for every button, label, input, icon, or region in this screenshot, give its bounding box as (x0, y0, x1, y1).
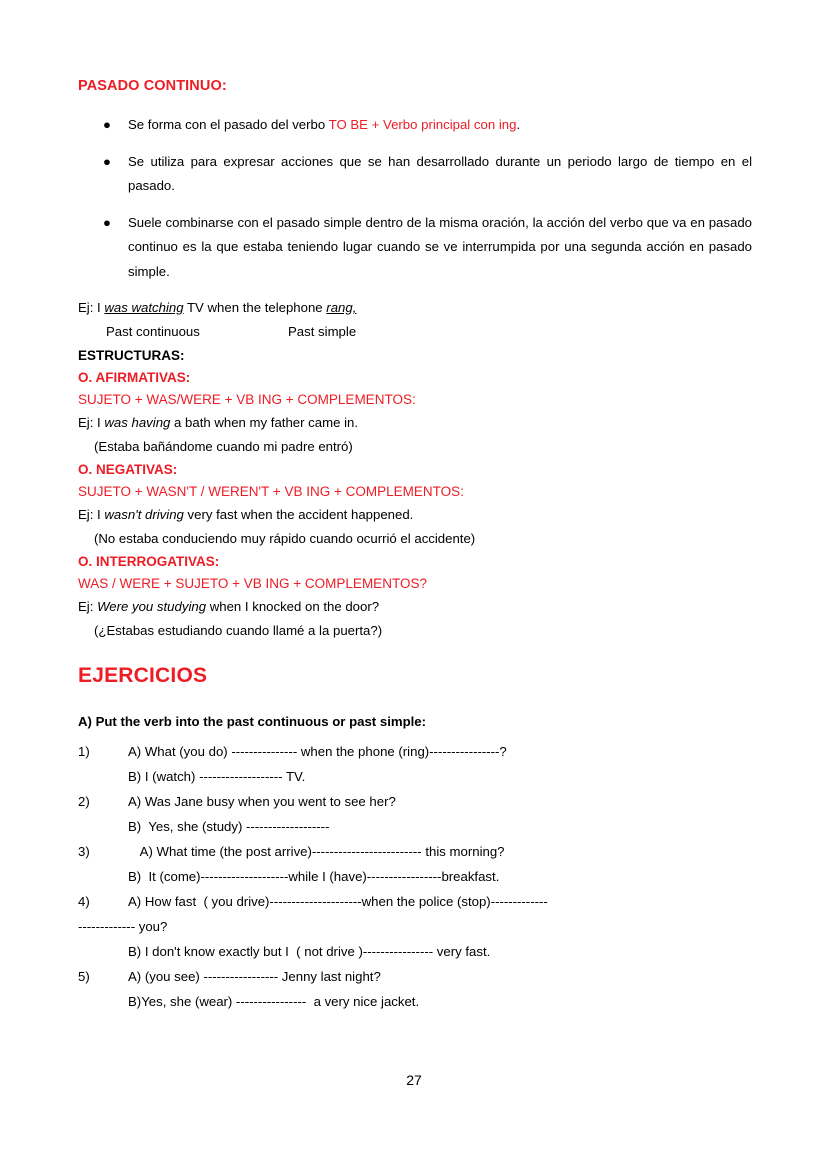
exercise-line: B) Yes, she (study) ------------------- (128, 819, 330, 835)
tense-labels-row (78, 320, 752, 345)
interrogative-formula: WAS / WERE + SUJETO + VB ING + COMPLEMENTOS? (78, 576, 427, 592)
label-past-simple: Past simple (288, 323, 357, 339)
list-item (78, 211, 752, 284)
exercise-line: B) I (watch) ------------------- TV. (128, 769, 306, 785)
exercise-line: B) It (come)--------------------while I (have)-----------------breakfast. (128, 869, 500, 885)
exercise-line: A) What (you do) --------------- when the phone (ring)----------------? (128, 744, 507, 760)
exercise-line: B) I don't know exactly but I ( not drive )---------------- very fast. (128, 944, 491, 960)
exercise-number: 4) (78, 894, 90, 910)
exercise-item (78, 765, 752, 790)
bullet-text-before: Suele combinarse con el pasado simple dentro de la misma oración, la acción del verbo que va en pasado continuo es la que estaba teniendo lugar cuando se ve interrumpida por una segunda acción en pasado simple. (128, 214, 752, 279)
exercise-item (78, 740, 752, 765)
structures-heading: ESTRUCTURAS: (78, 347, 185, 363)
negative-heading: O. NEGATIVAS: (78, 462, 178, 478)
example-middle: TV when the telephone (183, 299, 327, 315)
exercise-item (78, 865, 752, 890)
interrogative-example-verb: Were you studying (97, 599, 207, 615)
bullet-text-after: . (516, 117, 521, 133)
negative-example-prefix: Ej: I (78, 507, 105, 523)
negative-formula: SUJETO + WASN'T / WEREN'T + VB ING + COMPLEMENTOS: (78, 484, 464, 500)
exercise-number: 1) (78, 744, 90, 760)
interrogative-example (78, 595, 752, 619)
bullet-icon: ● (103, 153, 111, 169)
bullet-text-before: Se forma con el pasado del verbo (128, 117, 329, 133)
interrogative-example-prefix: Ej: (78, 599, 98, 615)
page-number: 27 (406, 1072, 422, 1088)
intro-bullet-list (78, 113, 752, 284)
list-item (78, 113, 752, 137)
page-content (78, 78, 752, 1015)
exercise-number: 2) (78, 794, 90, 810)
exercise-item (78, 840, 752, 865)
example-prefix: Ej: I (78, 299, 105, 315)
exercises-instruction: A) Put the verb into the past continuous or past simple: (78, 714, 427, 730)
spacer (78, 696, 752, 714)
label-past-continuous: Past continuous (106, 323, 200, 339)
affirmative-formula: SUJETO + WAS/WERE + VB ING + COMPLEMENTOS: (78, 392, 416, 408)
exercise-item (78, 790, 752, 815)
negative-example (78, 503, 752, 527)
exercise-item (78, 890, 752, 915)
example-italic-past-simple: rang, (326, 299, 357, 315)
affirmative-translation: (Estaba bañándome cuando mi padre entró) (94, 439, 353, 455)
affirmative-example-verb: was having (104, 415, 171, 431)
interrogative-translation: (¿Estabas estudiando cuando llamé a la puerta?) (94, 623, 383, 639)
list-item (78, 150, 752, 199)
bullet-icon: ● (103, 214, 111, 230)
example-intro-line (78, 296, 752, 320)
exercise-item (78, 965, 752, 990)
exercise-number: 3) (78, 844, 90, 860)
exercise-line: A) Was Jane busy when you went to see her? (128, 794, 396, 810)
page-title: PASADO CONTINUO: (78, 78, 227, 94)
bullet-icon: ● (103, 117, 111, 133)
negative-translation: (No estaba conduciendo muy rápido cuando ocurrió el accidente) (94, 531, 476, 547)
exercises-title: EJERCICIOS (78, 664, 208, 688)
bullet-text-highlight: TO BE + Verbo principal con ing (328, 117, 517, 133)
exercise-item (78, 815, 752, 840)
exercise-item (78, 940, 752, 965)
negative-example-verb: wasn't driving (104, 507, 184, 523)
affirmative-example-prefix: Ej: I (78, 415, 105, 431)
exercise-line: B)Yes, she (wear) ---------------- a very nice jacket. (128, 994, 420, 1010)
affirmative-example-rest: a bath when my father came in. (170, 415, 359, 431)
interrogative-heading: O. INTERROGATIVAS: (78, 554, 220, 570)
affirmative-example (78, 411, 752, 435)
example-italic-past-continuous: was watching (104, 299, 184, 315)
affirmative-heading: O. AFIRMATIVAS: (78, 369, 191, 385)
exercise-line: ------------- you? (78, 919, 168, 935)
exercise-line: A) How fast ( you drive)---------------------when the police (stop)------------- (128, 894, 548, 910)
exercise-item (78, 990, 752, 1015)
exercise-item (78, 915, 752, 940)
exercise-number: 5) (78, 969, 90, 985)
exercise-line: A) What time (the post arrive)------------------------- this morning? (136, 844, 505, 860)
negative-example-rest: very fast when the accident happened. (183, 507, 414, 523)
exercise-line: A) (you see) ----------------- Jenny last night? (128, 969, 381, 985)
interrogative-example-rest: when I knocked on the door? (206, 599, 380, 615)
bullet-text-before: Se utiliza para expresar acciones que se han desarrollado durante un periodo largo de tiempo en el pasado. (128, 153, 752, 194)
